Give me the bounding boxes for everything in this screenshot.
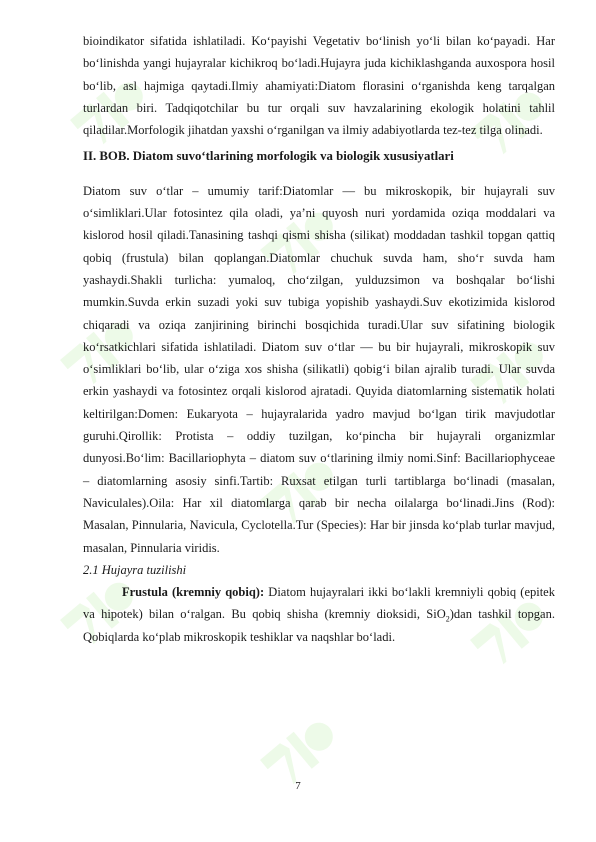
body-paragraph: Diatom suv o‘tlar – umumiy tarif:Diatomlar — bu mikroskopik, bir hujayrali suv o‘simliklari.Ular fotosintez qila oladi, ya’ni quyosh nuri yordamida oziqa moddalari va kislorod hosil qiladi.Tanasining tashqi qismi shisha (silikat) moddadan tashkil topgan qattiq qobiq (frustula) bilan qoplangan.Diatomlar chuchuk suvda ham, sho‘r suvda ham yashaydi.Shakli turlicha: yumaloq, cho‘zilgan, yulduzsimon va boshqalar bo‘lishi mumkin.Suvda erkin suzadi yoki suv tubiga yopishib yashaydi.Suv ekotizimida kislorod chiqaradi va oziqa zanjirining birinchi bosqichida turadi.Ular suv sifatining biologik ko‘rsatkichlari sifatida ishlatiladi. Diatom suv o‘tlar — bu bir hujayrali, mikroskopik suv o‘simliklari bo‘lib, ular o‘ziga xos shisha (silikatli) qobig‘i bilan ajralib turadi. Ular suvda erkin yashaydi va fotosintez orqali kislorod ajratadi. Quyida diatomlarning sistematik holati keltirilgan:Domen: Eukaryota – hujayralarida yadro mavjud bo‘lgan tirik mavjudotlar guruhi.Qirollik: Protista – oddiy tuzilgan, ko‘pincha bir hujayrali organizmlar dunyosi.Bo‘lim: Bacillariophyta – diatom suv o‘tlarining ilmiy nomi.Sinf: Bacillariophyceae – diatomlarning asosiy sinfi.Tartib: Ruxsat etilgan turli tartiblarga bo‘linadi (masalan, Naviculales).Oila: Har xil diatomlarga qarab bir necha oilalarga bo‘linadi.Jins (Rod): Masalan, Pinnularia, Navicula, Cyclotella.Tur (Species): Har bir jinsda ko‘plab turlar mavjud, masalan, Pinnularia viridis. bbox=[83, 183, 555, 555]
intro-paragraph: bioindikator sifatida ishlatiladi. Ko‘payishi Vegetativ bo‘linish yo‘li bilan ko‘payadi. Har bo‘linishda yangi hujayralar kichikroq bo‘ladi.Hujayra juda kichiklashganda auxospora hosil bo‘lib, asl hajmiga qaytadi.Ilmiy ahamiyati:Diatom florasini o‘rganishda keng tarqalgan turlardan biri. Tadqiqotchilar bu tur orqali suv havzalarining ekologik holatini tahlil qiladilar.Morfologik jihatdan yaxshi o‘rganilgan va ilmiy adabiyotlarda tez-tez tilga olinadi. bbox=[83, 34, 555, 138]
frustula-subscript: 2 bbox=[445, 614, 450, 624]
page-content bbox=[83, 30, 555, 648]
frustula-term: Frustula (kremniy qobiq): bbox=[122, 585, 265, 600]
page-number: 7 bbox=[295, 780, 301, 792]
frustula-text-1: Diatom hujayralari ikki bo‘lakli kremniyli qobiq (epitek va hipotek) bilan o‘ralgan. Bu qobiq shisha (kremniy dioksidi, SiO bbox=[83, 585, 555, 622]
section-subheading: 2.1 Hujayra tuzilishi bbox=[83, 562, 187, 577]
chapter-heading: II. BOB. Diatom suvo‘tlarining morfologik va biologik xususiyatlari bbox=[83, 149, 454, 164]
frustula-paragraph bbox=[83, 581, 555, 648]
frustula-text-2: )dan tashkil topgan. Qobiqlarda ko‘plab mikroskopik teshiklar va naqshlar bo‘ladi. bbox=[83, 607, 555, 644]
